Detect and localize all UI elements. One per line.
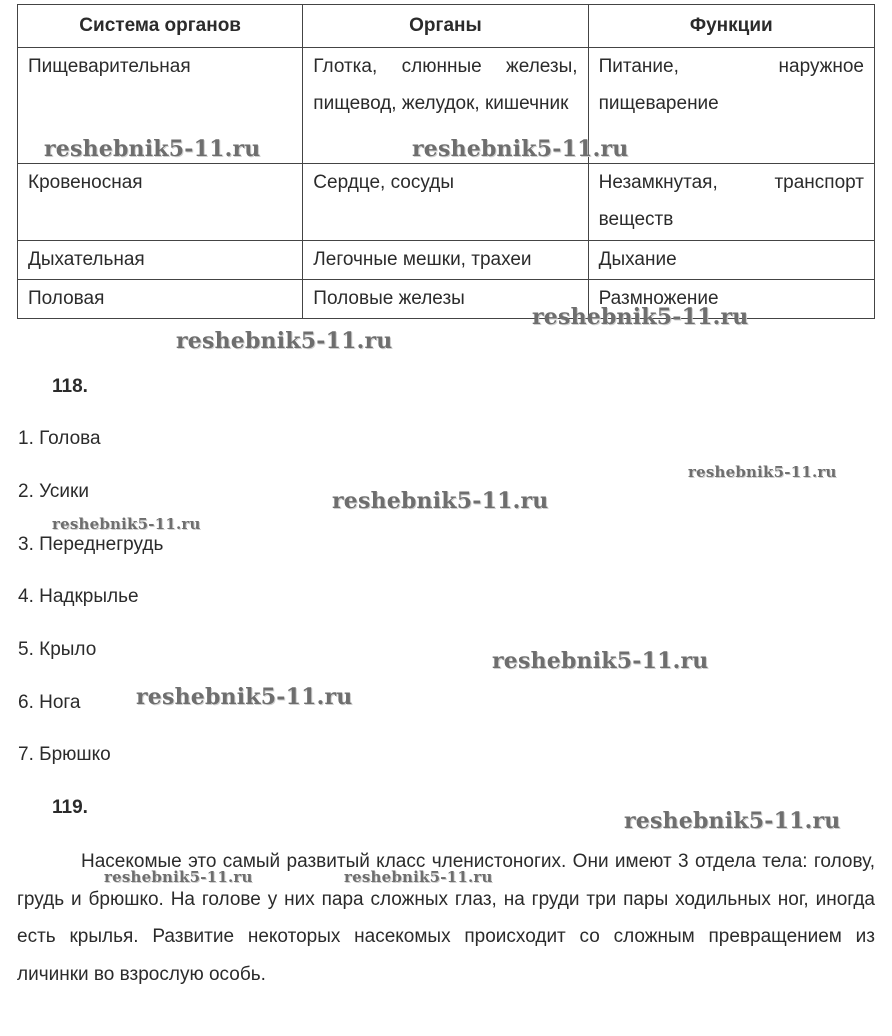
- table-row: [18, 164, 875, 241]
- header-system: Система органов: [18, 5, 303, 48]
- list-item: 6. Нога: [18, 692, 81, 713]
- watermark: reshebnik5-11.ru: [104, 868, 253, 886]
- list-item: 7. Брюшко: [18, 744, 111, 765]
- cell-functions: Размножение: [588, 280, 874, 319]
- watermark: reshebnik5-11.ru: [688, 463, 837, 481]
- cell-system: Половая: [18, 280, 303, 319]
- cell-functions: Питание, наружное пищеварение: [588, 48, 874, 164]
- watermark: reshebnik5-11.ru: [344, 868, 493, 886]
- list-item: 5. Крыло: [18, 639, 97, 660]
- table-row: [18, 241, 875, 280]
- cell-organs: Половые железы: [303, 280, 588, 319]
- cell-organs: Сердце, сосуды: [303, 164, 588, 241]
- section-119-paragraph: Насекомые это самый развитый класс членистоногих. Они имеют 3 отдела тела: голову, грудь и брюшко. На голове у них пара сложных глаз, на груди три пары ходильных ног, иногда есть крылья. Развитие некоторых насекомых происходит со сложным превращением из личинки во взрослую особь.: [17, 851, 875, 985]
- cell-system: Дыхательная: [18, 241, 303, 280]
- watermark: reshebnik5-11.ru: [624, 808, 841, 834]
- watermark: reshebnik5-11.ru: [52, 515, 201, 533]
- watermark: reshebnik5-11.ru: [176, 328, 393, 354]
- watermark: reshebnik5-11.ru: [136, 684, 353, 710]
- watermark: reshebnik5-11.ru: [412, 136, 629, 162]
- cell-system: Пищеварительная: [18, 48, 303, 164]
- list-item: 2. Усики: [18, 481, 89, 502]
- table-header-row: [18, 5, 875, 48]
- watermark: reshebnik5-11.ru: [44, 136, 261, 162]
- cell-functions: Незамкнутая, транспорт веществ: [588, 164, 874, 241]
- header-organs: Органы: [303, 5, 588, 48]
- watermark: reshebnik5-11.ru: [492, 648, 709, 674]
- section-119-number: 119.: [52, 797, 88, 818]
- section-118-number: 118.: [52, 376, 88, 397]
- watermark: reshebnik5-11.ru: [332, 488, 549, 514]
- header-functions: Функции: [588, 5, 874, 48]
- list-item: 1. Голова: [18, 428, 101, 449]
- cell-system: Кровеносная: [18, 164, 303, 241]
- list-item: 3. Переднегрудь: [18, 534, 164, 555]
- cell-functions: Дыхание: [588, 241, 874, 280]
- cell-organs: Глотка, слюнные железы, пищевод, желудок, кишечник: [303, 48, 588, 164]
- cell-organs: Легочные мешки, трахеи: [303, 241, 588, 280]
- watermark: reshebnik5-11.ru: [532, 304, 749, 330]
- list-item: 4. Надкрылье: [18, 586, 139, 607]
